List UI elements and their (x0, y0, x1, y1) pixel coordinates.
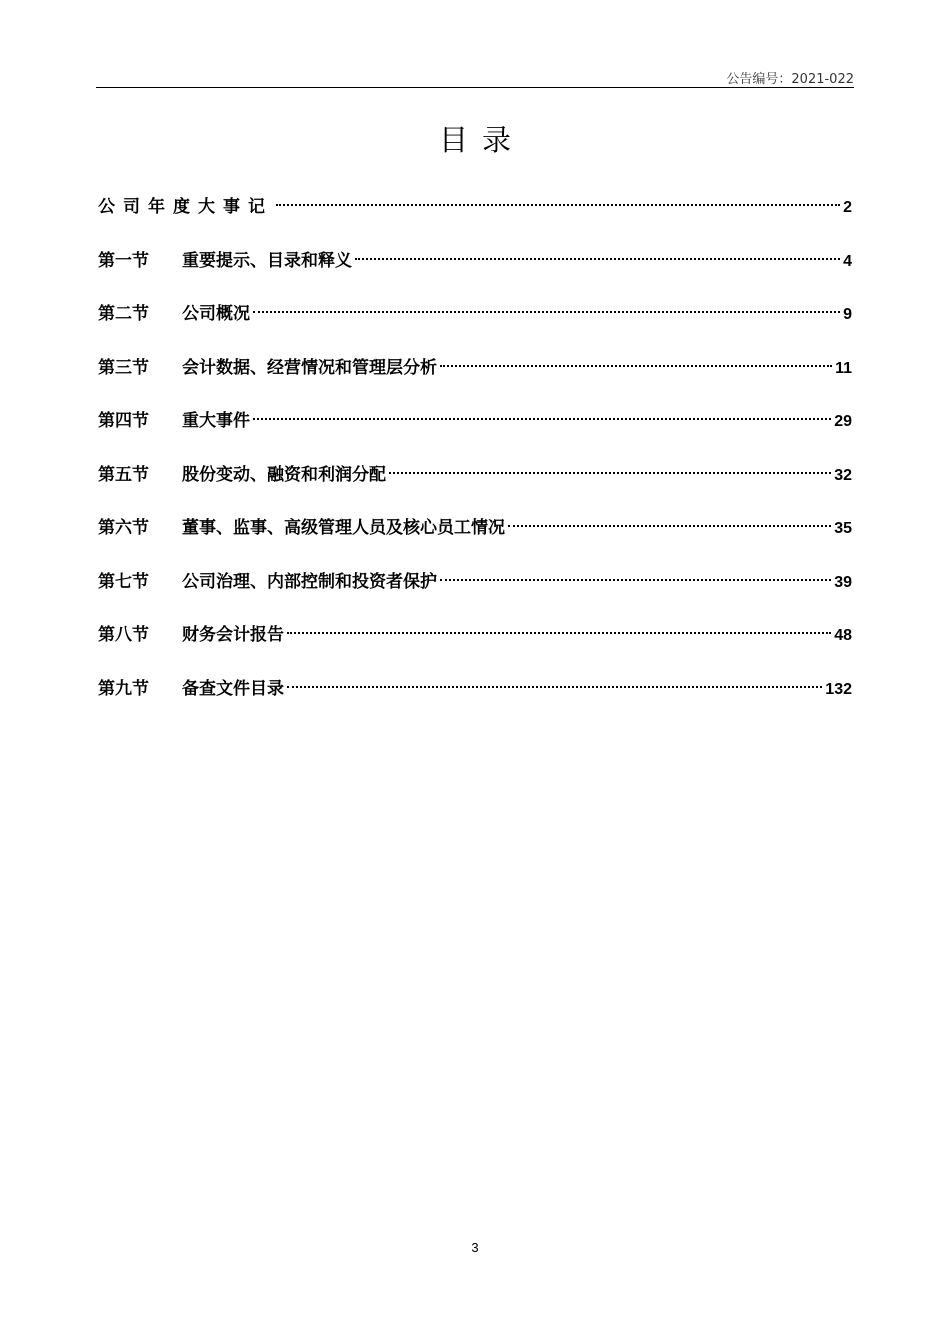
toc-section-number: 第六节 (98, 518, 149, 538)
toc-entry-title: 股份变动、融资和利润分配 (182, 464, 386, 485)
toc-entry-title: 董事、监事、高级管理人员及核心员工情况 (182, 518, 505, 538)
toc-entry-title: 公司年度大事记 (98, 197, 273, 217)
toc-entry-section-1[interactable] (98, 244, 852, 298)
footer-page-number: 3 (471, 1240, 479, 1255)
toc-entry-section-9[interactable] (98, 672, 852, 726)
toc-entry-title: 重大事件 (182, 411, 250, 431)
toc-entry-annual-events[interactable] (98, 190, 852, 244)
toc-section-number: 第二节 (98, 304, 149, 324)
toc-dot-leader (355, 258, 840, 260)
toc-dot-leader (276, 204, 840, 206)
toc-entry-section-2[interactable] (98, 297, 852, 351)
header-divider (96, 87, 854, 88)
toc-dot-leader (440, 365, 832, 367)
toc-entry-title: 会计数据、经营情况和管理层分析 (182, 357, 437, 378)
toc-section-number: 第五节 (98, 464, 149, 485)
toc-section-number: 第八节 (98, 625, 149, 645)
toc-dot-leader (253, 311, 840, 313)
toc-entry-section-5[interactable] (98, 458, 852, 512)
toc-page-number: 132 (825, 680, 852, 698)
toc-section-number: 第七节 (98, 571, 149, 592)
toc-dot-leader (508, 525, 831, 527)
toc-entry-section-8[interactable] (98, 618, 852, 672)
toc-page-number: 4 (843, 252, 852, 270)
toc-dot-leader (253, 418, 831, 420)
announcement-code: 公告编号：2021-022 (726, 72, 854, 87)
toc-entry-title: 备查文件目录 (182, 678, 284, 699)
toc-page-number: 39 (834, 573, 852, 591)
toc-page-number: 35 (834, 520, 852, 537)
toc-entry-title: 财务会计报告 (182, 625, 284, 645)
toc-page-number: 9 (843, 306, 852, 323)
toc-section-number: 第四节 (98, 411, 149, 431)
toc-page-number: 2 (843, 199, 852, 216)
toc-page-number: 11 (835, 359, 852, 377)
toc-entry-section-3[interactable] (98, 351, 852, 405)
toc-dot-leader (440, 579, 831, 581)
toc-entry-section-6[interactable] (98, 511, 852, 565)
toc-dot-leader (389, 472, 831, 474)
toc-entry-title: 重要提示、目录和释义 (182, 250, 352, 271)
toc-entry-section-4[interactable] (98, 404, 852, 458)
toc-dot-leader (287, 632, 831, 634)
toc-page-number: 29 (834, 413, 852, 430)
table-of-contents (98, 190, 852, 725)
toc-entry-title: 公司概况 (182, 304, 250, 324)
toc-page-number: 32 (834, 466, 852, 484)
toc-entry-section-7[interactable] (98, 565, 852, 619)
toc-section-number: 第九节 (98, 678, 149, 699)
toc-section-number: 第三节 (98, 357, 149, 378)
page-title: 目录 (438, 123, 525, 157)
toc-entry-title: 公司治理、内部控制和投资者保护 (182, 571, 437, 592)
toc-section-number: 第一节 (98, 250, 149, 271)
toc-page-number: 48 (834, 627, 852, 644)
toc-dot-leader (287, 686, 822, 688)
